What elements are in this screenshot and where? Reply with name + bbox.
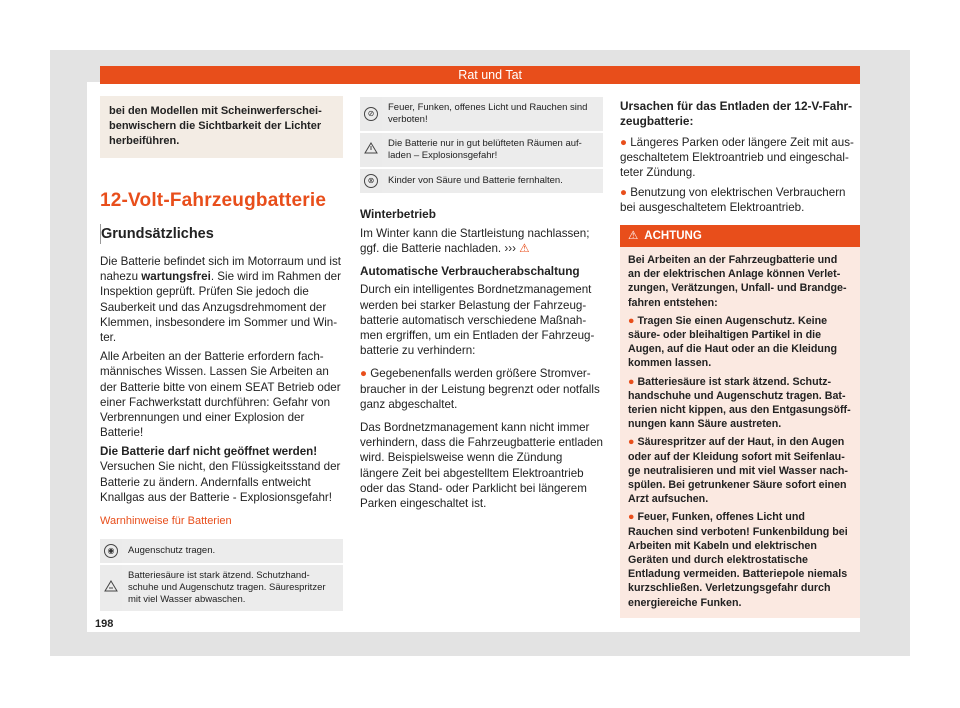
auto-paragraph: Durch ein intelligentes Bordnetzmanagement werden bei starker Belastung der Fahrzeugbatterie automatisch verschiedene Maßnahmen ergriffen, um ein Entladen der Fahrzeugbatterie zu verhindern: — [360, 283, 595, 358]
list-item: ● Batteriesäure ist stark ätzend. Schutzhandschuhe und Augenschutz tragen. Batterien nicht kippen, aus den Entgasungsöffnungen kann Säure austreten. — [628, 375, 851, 431]
warnings-table-1 — [100, 537, 343, 613]
warnings-heading: Warnhinweise für Batterien — [100, 515, 232, 528]
auto-heading: Automatische Verbraucherabschaltung — [360, 264, 580, 279]
table-row — [100, 539, 343, 563]
page-number: 198 — [95, 618, 114, 630]
column-2 — [360, 95, 603, 511]
paragraph-location: Die Batterie befindet sich im Motorraum und ist nahezu wartungsfrei. Sie wird im Rahmen der Inspektion geprüft. Prüfen Sie jedoch die Sauberkeit und das Anzugsdrehmoment der Klemmen, insbesondere im Sommer und Winter. — [100, 255, 341, 345]
eye-protection-icon: ◉ — [104, 544, 118, 558]
list-item: ● Benutzung von elektrischen Verbrauchern bei ausgeschaltetem Elektroantrieb. — [620, 185, 846, 214]
column-1 — [100, 96, 343, 613]
warning-triangle-icon: ⚠ — [628, 230, 639, 243]
warning-triangle-icon: ⚠ — [519, 242, 530, 256]
chapter-title: 12-Volt-Fahrzeugbatterie — [100, 190, 327, 211]
list-item: ● Längeres Parken oder längere Zeit mit ausgeschaltetem Elektroantrieb und eingeschalteter Zündung. — [620, 136, 854, 180]
no-fire-icon: ⊘ — [364, 107, 378, 121]
bullet-icon: ● — [620, 136, 631, 149]
list-item: ● Säurespritzer auf der Haut, in den Augen oder auf der Kleidung sofort mit Seifenlauge neutralisieren und mit viel Wasser nachspülen. Bei getrunkener Säure sofort einen Arzt aufsuchen. — [628, 436, 848, 506]
intro-box: bei den Modellen mit Scheinwerferscheibenwischern die Sichtbarkeit der Lichter herbeiführen. — [100, 96, 343, 158]
acid-warning-icon — [104, 580, 118, 592]
caution-header: ⚠ ACHTUNG — [620, 225, 860, 247]
table-row — [100, 565, 343, 611]
caution-intro: Bei Arbeiten an der Fahrzeugbatterie und an der elektrischen Anlage können Verletzungen, Verätzungen, Unfall- und Brandgefahren entstehen: — [628, 254, 847, 309]
table-row — [360, 133, 603, 167]
winter-heading: Winterbetrieb — [360, 207, 436, 221]
column-3 — [620, 99, 860, 618]
warning-text: Augenschutz tragen. — [122, 539, 343, 563]
warning-text: Batteriesäure ist stark ätzend. Schutzhandschuhe und Augenschutz tragen. Säurespritzer mit viel Wasser abwaschen. — [122, 565, 343, 611]
warning-text: Kinder von Säure und Batterie fernhalten. — [382, 169, 603, 193]
bord-paragraph: Das Bordnetzmanagement kann nicht immer verhindern, dass die Fahrzeugbatterie entladen wird. Beispielsweise wenn die Zündung längere Zeit bei abgestelltem Elektroantrieb oder das Stand- oder Parklicht bei längerem Parken eingeschaltet ist. — [360, 421, 603, 511]
list-item: ● Gegebenenfalls werden größere Stromverbraucher in der Leistung begrenzt oder notfalls ganz abgeschaltet. — [360, 367, 600, 411]
winter-paragraph: Im Winter kann die Startleistung nachlassen; ggf. die Batterie nachladen. ››› ⚠ — [360, 227, 590, 256]
explosion-warning-icon — [364, 142, 378, 154]
keep-away-children-icon: ⊗ — [364, 174, 378, 188]
paragraph-no-open: Versuchen Sie nicht, den Flüssigkeitsstand der Batterie zu ändern. Andernfalls entweicht Knallgas aus der Batterie - Explosionsgefahr! — [100, 460, 341, 504]
paragraph-no-open-heading: Die Batterie darf nicht geöffnet werden! — [100, 445, 318, 459]
section-header: Rat und Tat — [100, 66, 860, 84]
table-row — [360, 169, 603, 193]
warning-text: Die Batterie nur in gut belüfteten Räumen aufladen – Explosionsgefahr! — [382, 133, 603, 167]
causes-heading: Ursachen für das Entladen der 12-V-Fahrzeugbatterie: — [620, 99, 853, 128]
warnings-table-2 — [360, 95, 603, 195]
bullet-icon: ● — [620, 185, 631, 199]
caution-body — [620, 247, 860, 618]
caution-box — [620, 225, 860, 618]
list-item: ● Tragen Sie einen Augenschutz. Keine säure- oder bleihaltigen Partikel in die Augen, auf die Haut oder an die Kleidung kommen lassen. — [628, 314, 838, 370]
table-row — [360, 97, 603, 131]
list-item: ● Feuer, Funken, offenes Licht und Rauchen sind verboten! Funkenbildung bei Arbeiten mit Kabeln und elektrischen Geräten und durch elektrostatische Entladung vermeiden. Batteriepole niemals kurzschließen. Verletzungsgefahr durch energiereiche Funken. — [628, 511, 848, 609]
paragraph-expertise: Alle Arbeiten an der Batterie erfordern fachmännisches Wissen. Lassen Sie Arbeiten an der Batterie bitte von einem SEAT Betrieb oder einer Fachwerkstatt durchführen: Gefahr von Verbrennungen und einer Explosion der Batterie! — [100, 350, 341, 440]
warning-text: Feuer, Funken, offenes Licht und Rauchen sind verboten! — [382, 97, 603, 131]
section-subtitle: Grundsätzliches — [100, 224, 343, 244]
bullet-icon: ● — [360, 367, 371, 381]
